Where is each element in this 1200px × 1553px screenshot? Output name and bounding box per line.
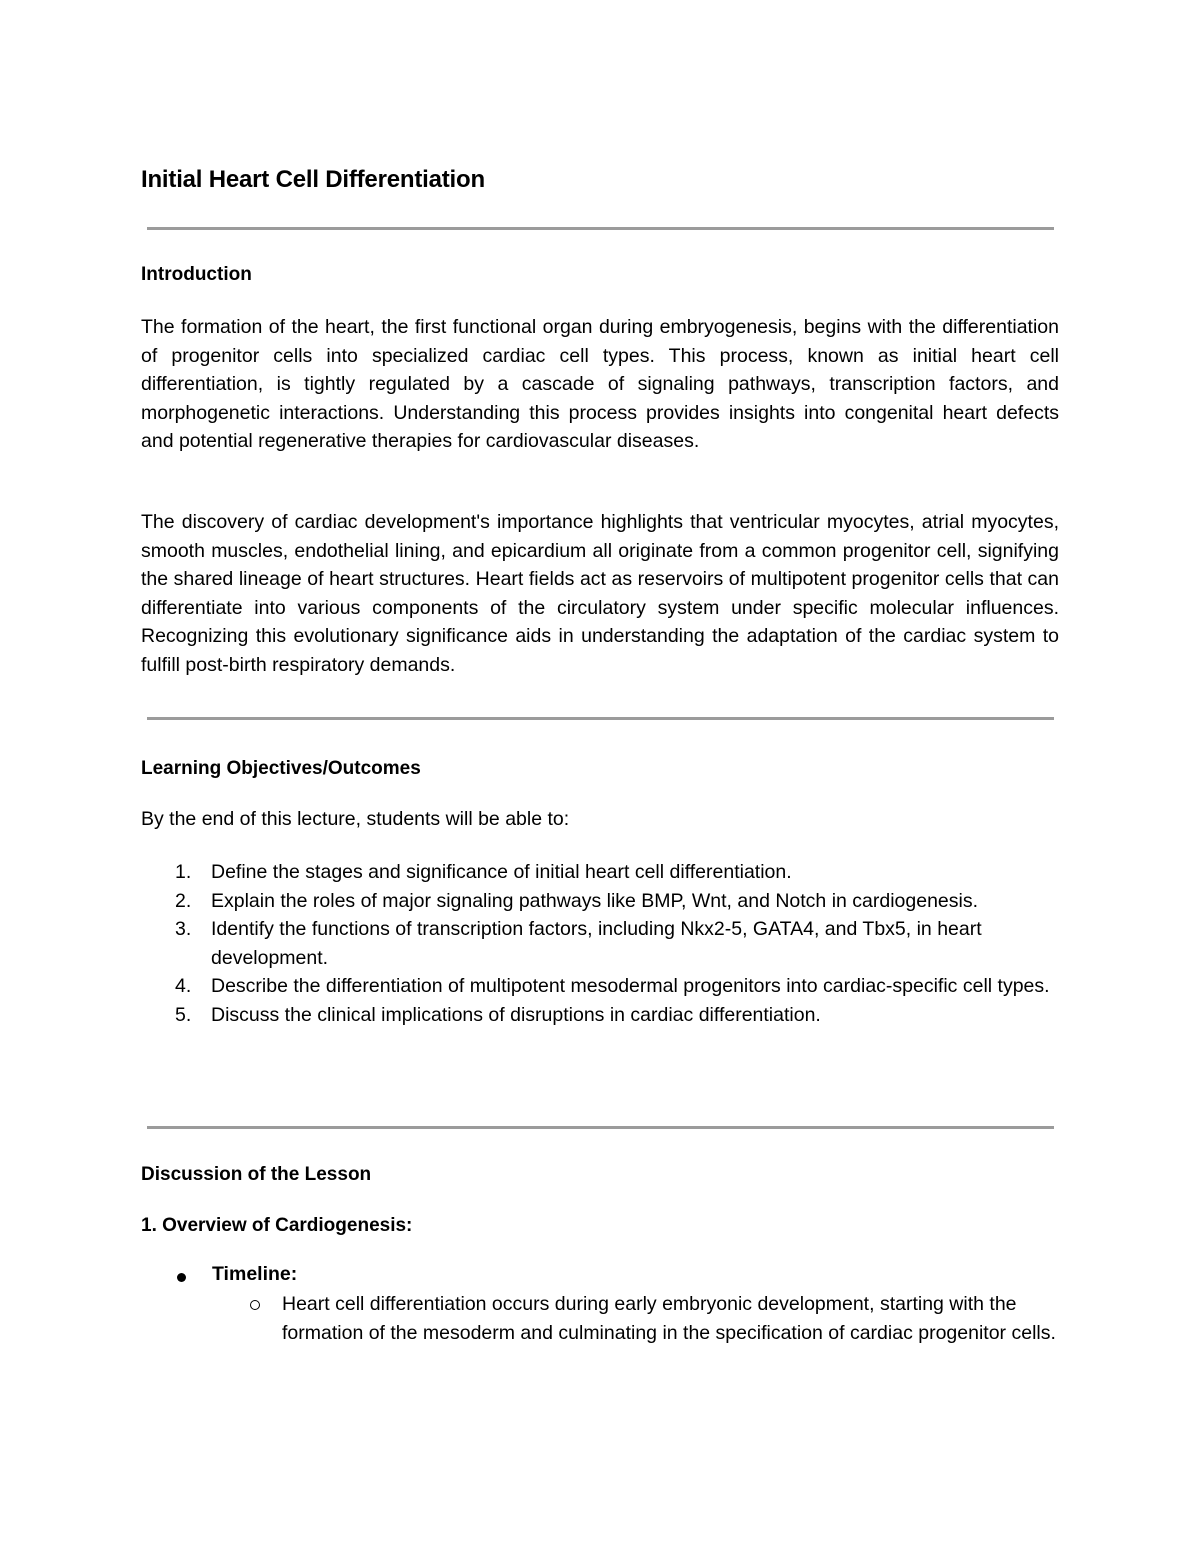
page-title: Initial Heart Cell Differentiation — [141, 166, 485, 193]
objectives-list — [141, 858, 1059, 1029]
list-item-text: Define the stages and significance of initial heart cell differentiation. — [211, 861, 792, 883]
list-number: 1. — [175, 861, 192, 883]
list-item-text: Identify the functions of transcription factors, including Nkx2-5, GATA4, and Tbx5, in heart development. — [211, 918, 982, 969]
horizontal-rule — [147, 227, 1054, 230]
discussion-heading: Discussion of the Lesson — [141, 1164, 372, 1185]
discussion-subheading: 1. Overview of Cardiogenesis: — [141, 1215, 413, 1236]
introduction-paragraph-1: The formation of the heart, the first functional organ during embryogenesis, begins with the differentiation of progenitor cells into specialized cardiac cell types. This process, known as initial heart cell differentiation, is tightly regulated by a cascade of signaling pathways, transcription factors, and morphogenetic interactions. Understanding this process provides insights into congenital heart defects and potential regenerative therapies for cardiovascular diseases. — [141, 316, 1059, 453]
bullet-label: Timeline: — [212, 1263, 298, 1285]
introduction-heading: Introduction — [141, 264, 252, 285]
horizontal-rule — [147, 1126, 1054, 1129]
introduction-paragraph-2: The discovery of cardiac development's importance highlights that ventricular myocytes, atrial myocytes, smooth muscles, endothelial lining, and epicardium all originate from a common progenitor cell, signifying the shared lineage of heart structures. Heart fields act as reservoirs of multipotent progenitor cells that can differentiate into various components of the circulatory system under specific molecular influences. Recognizing this evolutionary significance aids in understanding the adaptation of the cardiac system to fulfill post-birth respiratory demands. — [141, 511, 1059, 676]
horizontal-rule — [147, 717, 1054, 720]
list-item — [141, 972, 1059, 1001]
list-item — [141, 887, 1059, 916]
list-item-text: Discuss the clinical implications of disruptions in cardiac differentiation. — [211, 1003, 821, 1026]
list-item-text: Explain the roles of major signaling pathways like BMP, Wnt, and Notch in cardiogenesis. — [211, 889, 979, 912]
list-number: 5. — [175, 1003, 192, 1026]
bullet-dot-icon — [177, 1273, 186, 1282]
sub-bullet-text: Heart cell differentiation occurs during early embryonic development, starting with the formation of the mesoderm and culminating in the specification of cardiac progenitor cells. — [282, 1293, 1056, 1344]
list-number: 3. — [175, 918, 192, 940]
list-item — [141, 858, 1059, 887]
hollow-bullet-icon — [250, 1300, 260, 1310]
objectives-lead: By the end of this lecture, students will be able to: — [141, 808, 570, 830]
list-item — [141, 915, 1059, 972]
list-item-text: Describe the differentiation of multipotent mesodermal progenitors into cardiac-specific cell types. — [211, 975, 1050, 997]
list-number: 4. — [175, 975, 192, 997]
list-item — [141, 1001, 1059, 1030]
list-number: 2. — [175, 889, 192, 912]
objectives-heading: Learning Objectives/Outcomes — [141, 758, 421, 779]
